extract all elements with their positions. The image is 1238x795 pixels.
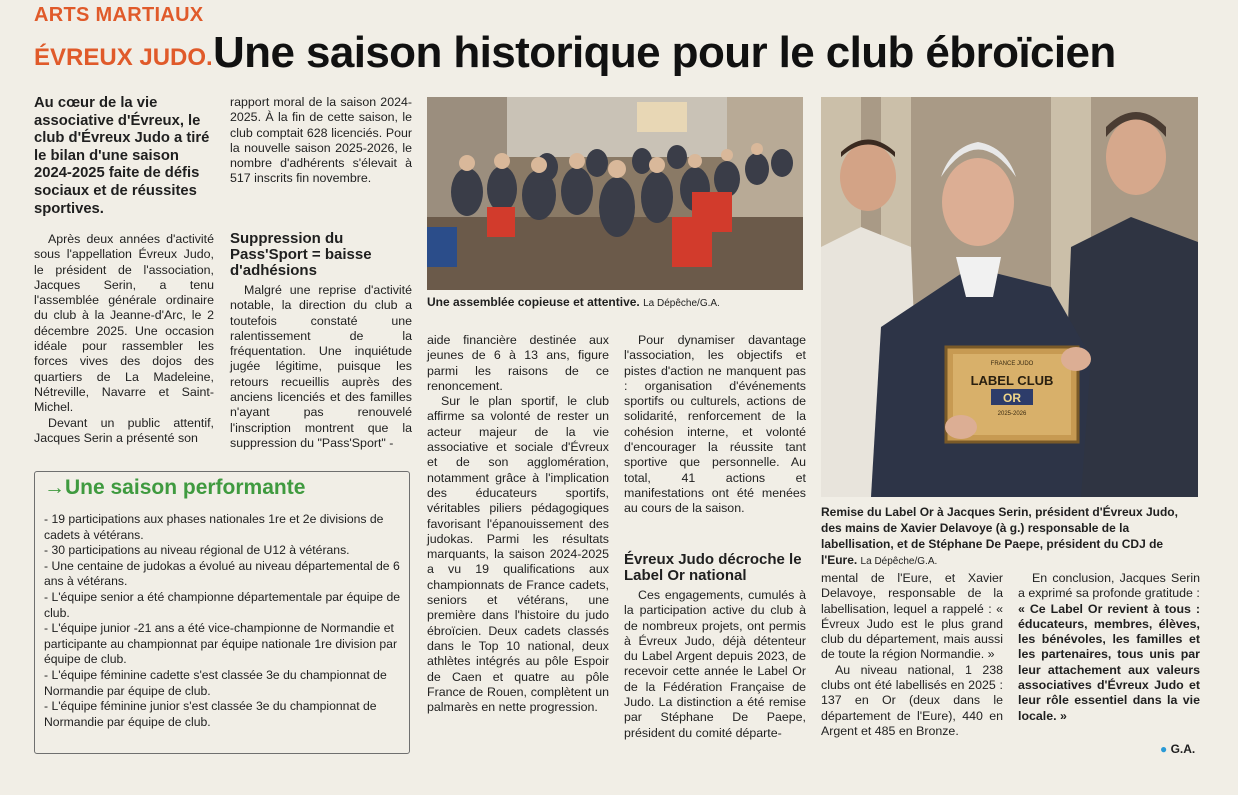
season-results-list — [44, 512, 404, 730]
photo-credit: La Dépêche/G.A. — [643, 298, 720, 309]
article-headline: Une saison historique pour le club ébroïcien — [213, 28, 1116, 77]
box-title: →Une saison performante — [44, 476, 306, 499]
column-4-bottom — [624, 588, 806, 741]
paragraph: Ces engagements, cumulés à la participation active du club à de nombreux projets, ont permis à Évreux Judo, déjà détenteur du Label Argent depuis 2023, de recevoir cette année le Label Or de la Fédération Française de Judo. La distinction a été remise par Stéphane De Paepe, président du comité départe- — [624, 588, 806, 740]
signature-text: G.A. — [1170, 742, 1196, 756]
column-5 — [821, 571, 1003, 739]
paragraph: Sur le plan sportif, le club affirme sa volonté de rester un acteur majeur de la vie associative et sociale d'Évreux et de son agglomération, notamment grâce à l'implication des éducateurs sportifs, véritables piliers pédagogiques favorisant l'épanouissement des judokas. Parmi les résultats marquants, la saison 2024-2025 a vu 19 qualifications aux championnats de France cadets, seniors et vétérans, une première dans l'histoire du judo ébroïcien. Deux cadets classés dans le Top 10 national, deux athlètes intégrés au pôle Espoir de Caen et quatre au pôle France de Rouen, complètent un palmarès en nette progression. — [427, 394, 609, 715]
column-6 — [1018, 571, 1200, 724]
article-lead: Au cœur de la vie associative d'Évreux, le club d'Évreux Judo a tiré le bilan d'une saison 2024-2025 faite de défis sociaux et de réussites sportives. — [34, 95, 210, 217]
article-kicker: ÉVREUX JUDO. — [34, 44, 213, 71]
list-item: - 30 participations au niveau régional de U12 à vétérans. — [44, 543, 350, 558]
photo-credit: La Dépêche/G.A. — [860, 556, 938, 567]
column-2-bottom — [230, 283, 412, 451]
paragraph: Après deux années d'activité sous l'appellation Évreux Judo, le président de l'association, Jacques Serin, a tenu l'assemblée générale ordinaire du club à la Jeanne-d'Arc, le 2 décembre 2025. Une occasion idéale pour rassembler les forces vives des dojos des quartiers de La Madeleine, Nétreville, Navarre et Saint-Michel. — [34, 232, 214, 415]
plaque-line2: OR — [1003, 391, 1021, 405]
caption-text: Remise du Label Or à Jacques Serin, président d'Évreux Judo, des mains de Xavier Delavoye (à g.) responsable de la labellisation, et de Stéphane De Paepe, président du CDJ de l'Eure. — [821, 505, 1178, 567]
paragraph: Devant un public attentif, Jacques Serin a présenté son — [34, 415, 214, 445]
paragraph: aide financière destinée aux jeunes de 6 à 13 ans, figure parmi les raisons de ce renoncement. — [427, 333, 609, 393]
paragraph: Pour dynamiser davantage l'association, les objectifs et pistes d'action ne manquent pas : organisation d'événements sportifs ou culturels, actions de solidarité, renforcement de la cohésion interne, et volonté d'encourager la réussite tant sportive que personnelle. Au total, 41 actions et manifestations ont été menées au cours de la saison. — [624, 333, 806, 516]
quote: « Ce Label Or revient à tous : éducateurs, membres, élèves, les bénévoles, les familles et les partenaires, tous unis par leur attachement aux valeurs associatives d'Évreux Judo et leur rôle essentiel dans la vie locale. » — [1018, 601, 1200, 723]
label-caption — [821, 504, 1199, 570]
plaque-brand: FRANCE JUDO — [990, 361, 1034, 367]
caption-text: Une assemblée copieuse et attentive. — [427, 295, 640, 309]
assembly-photo-illustration — [427, 97, 803, 290]
list-item: - L'équipe féminine cadette s'est classée 3e du championnat de Normandie par équipe de club. — [44, 667, 387, 698]
bullet-dot-icon: ● — [1160, 742, 1168, 756]
paragraph: mental de l'Eure, et Xavier Delavoye, responsable de la labellisation, lequel a rappelé : « Évreux Judo est le plus grand club du département, mais aussi de toute la région Normandie. » — [821, 571, 1003, 662]
author-signature — [1160, 742, 1195, 756]
paragraph: rapport moral de la saison 2024-2025. À la fin de cette saison, le club comptait 628 licenciés. Pour la nouvelle saison 2025-2026, le nombre d'adhérents s'élevait à 517 inscrits fin novembre. — [230, 95, 412, 186]
label-ceremony-illustration — [821, 97, 1198, 497]
subheading-pass-sport: Suppression du Pass'Sport = baisse d'adhésions — [230, 230, 372, 279]
column-1 — [34, 232, 214, 446]
list-item: - L'équipe senior a été championne départementale par équipe de club. — [44, 589, 401, 620]
list-item: - 19 participations aux phases nationales 1re et 2e divisions de cadets à vétérans. — [44, 512, 384, 542]
list-item: - L'équipe féminine junior s'est classée 3e du championnat de Normandie par équipe de club. — [44, 699, 377, 729]
section-rubric: ARTS MARTIAUX — [34, 4, 204, 26]
paragraph: Malgré une reprise d'activité notable, la direction du club a toutefois constaté une ralentissement de la fréquentation. Une inquiétude jugée légitime, puisque les retours recueillis auprès des anciens licenciés et des familles n'ayant pas renouvelé l'inscription montrent que la suppression du "Pass'Sport" - — [230, 283, 412, 450]
assembly-photo — [427, 97, 803, 290]
assembly-caption — [427, 295, 807, 309]
column-4 — [624, 333, 806, 517]
plaque-line1: LABEL CLUB — [970, 373, 1054, 388]
paragraph: Au niveau national, 1 238 clubs ont été labellisés en 2025 : 137 en Or (deux dans le département de l'Eure), 440 en Argent et 485 en Bronze. — [821, 662, 1003, 738]
column-2-top — [230, 95, 412, 187]
list-item: - Une centaine de judokas a évolué au niveau départemental de 6 ans à vétérans. — [44, 558, 400, 589]
list-item: - L'équipe junior -21 ans a été vice-championne de Normandie et participante au championnat par équipe nationale 1re division par équipe de club. — [44, 621, 397, 667]
label-ceremony-photo — [821, 97, 1198, 497]
paragraph: En conclusion, Jacques Serin a exprimé sa profonde gratitude : — [1018, 571, 1200, 601]
plaque-line3: 2025-2026 — [997, 411, 1027, 417]
column-3 — [427, 333, 609, 715]
subheading-label-or: Évreux Judo décroche le Label Or national — [624, 551, 802, 584]
